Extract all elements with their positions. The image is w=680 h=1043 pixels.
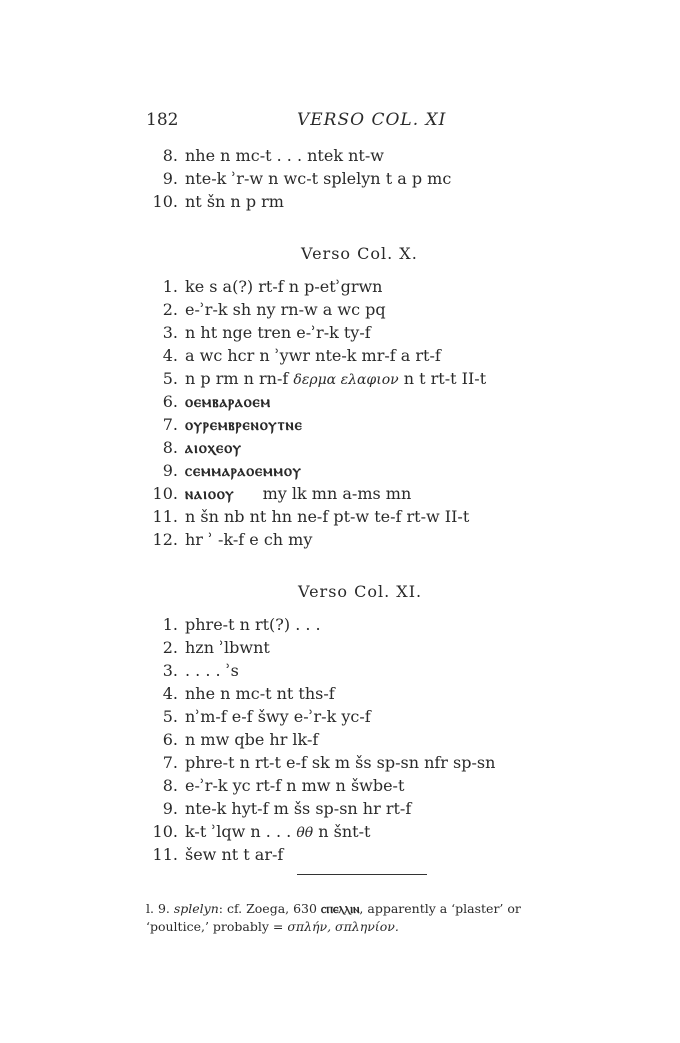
section-heading: Verso Col. XI. [298, 582, 423, 601]
text-line: 7. phre-t n rt-t e-f sk m šs sp-sn nfr sp-sn [162, 753, 496, 772]
running-title: VERSO COL. XI [297, 110, 447, 130]
text-line: 8. nhe n mc-t . . . ntek nt-w [162, 146, 384, 165]
text-line: 3. n ht nge tren e-ʾr-k ty-f [162, 323, 371, 342]
text-line: 4. a wc hcr n ʾywr nte-k mr-f a rt-f [162, 346, 441, 365]
footnote-coptic: ⲥⲡⲉⲗⲗⲓⲛ [320, 901, 360, 916]
text-line: 10. k-t ʾlqw n . . . θθ n šnt-t [152, 822, 371, 841]
footnote-text: : cf. Zoega, 630 [218, 901, 317, 916]
footnote-word: splelyn [173, 901, 219, 916]
page-number: 182 [146, 110, 179, 130]
footnote-ref: l. 9. [146, 901, 170, 916]
text-line: 8. e-ʾr-k yc rt-f n mw n šwbe-t [162, 776, 405, 795]
footnote-greek: σπλήν, σπληνίον. [287, 919, 399, 934]
text-line: 10. ⲛⲁⲓⲟⲟⲩ my lk mn a-ms mn [152, 484, 412, 503]
text-line: 1. phre-t n rt(?) . . . [162, 615, 321, 634]
footnote-text: ‘poultice,’ probably = [146, 919, 284, 934]
text-line: 1. ke s a(?) rt-f n p-etʾgrwn [162, 277, 383, 296]
text-line: 9. nte-k hyt-f m šs sp-sn hr rt-f [162, 799, 412, 818]
footnote-line-2 [146, 918, 399, 936]
footnote-text: , apparently a ‘plaster’ or [359, 901, 521, 916]
footnote [146, 900, 521, 918]
text-line: 3. . . . . ʾs [162, 661, 239, 680]
text-line: 5. n p rm n rn-f δερμα ελαφιον n t rt-t II-t [162, 369, 487, 388]
text-line: 10. nt šn n p rm [152, 192, 284, 211]
text-line: 5. nʾm-f e-f šwy e-ʾr-k yc-f [162, 707, 371, 726]
text-line: 11. šew nt t ar-f [152, 845, 284, 864]
text-line: 4. nhe n mc-t nt ths-f [162, 684, 335, 703]
text-line: 9. ⲥⲉⲙⲙⲁⲣⲁⲟⲉⲙⲙⲟⲩ [162, 461, 302, 480]
text-line: 6. ⲟⲉⲙⲃⲁⲣⲁⲟⲉⲙ [162, 392, 272, 411]
text-line: 11. n šn nb nt hn ne-f pt-w te-f rt-w II-t [152, 507, 470, 526]
footnote-rule [297, 874, 427, 875]
text-line: 8. ⲁⲓⲟⲭⲉⲟⲩ [162, 438, 242, 457]
text-line: 2. e-ʾr-k sh ny rn-w a wc pq [162, 300, 386, 319]
text-line: 7. ⲟⲩⲣⲉⲙⲃⲣⲉⲛⲟⲩⲧⲛⲉ [162, 415, 303, 434]
text-line: 9. nte-k ʾr-w n wc-t splelyn t a p mc [162, 169, 452, 188]
text-line: 12. hr ʾ -k-f e ch my [152, 530, 313, 549]
text-line: 6. n mw qbe hr lk-f [162, 730, 319, 749]
text-line: 2. hzn ʾlbwnt [162, 638, 270, 657]
section-heading: Verso Col. X. [301, 244, 418, 263]
